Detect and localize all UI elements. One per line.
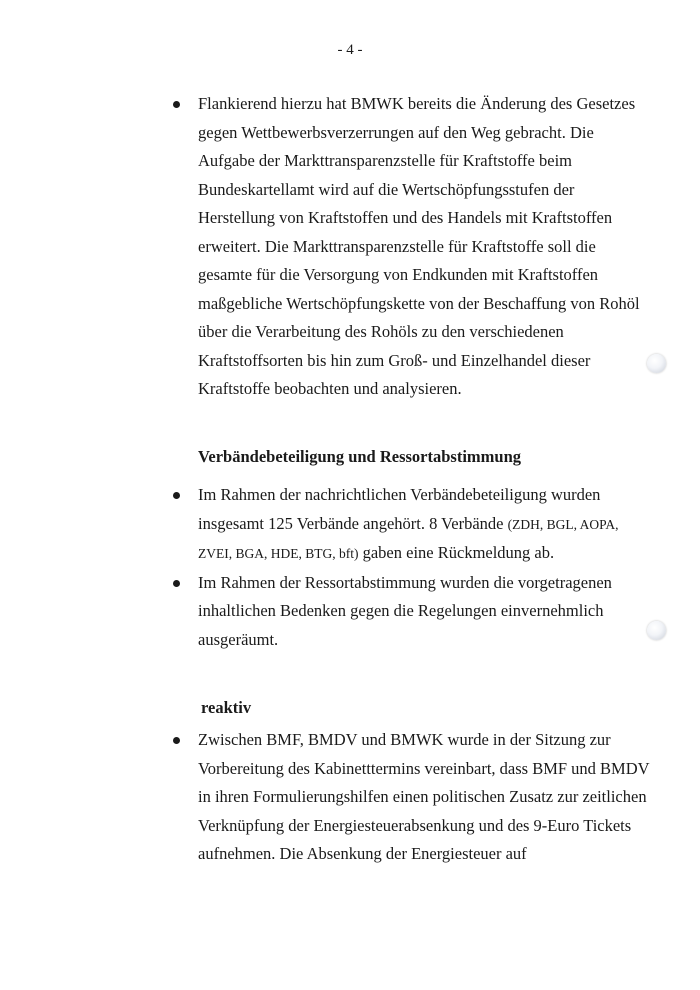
punch-hole-icon [647, 621, 666, 640]
list-item [170, 90, 650, 404]
section-consultation [170, 481, 650, 654]
bullet-text: Im Rahmen der nachrichtlichen Verbändebeteiligung wurden insgesamt 125 Verbände angehört. 8 Verbände [198, 485, 601, 533]
punch-hole-icon [647, 354, 666, 373]
bullet-text: Flankierend hierzu hat BMWK bereits die Änderung des Gesetzes gegen Wettbewerbsverzerrungen auf den Weg gebracht. Die Aufgabe der Markttransparenzstelle für Kraftstoffe beim Bundeskartellamt wird auf die Wertschöpfungsstufen der Herstellung von Kraftstoffen und des Handels mit Kraftstoffen erweitert. Die Markttransparenzstelle für Kraftstoffe soll die gesamte für die Versorgung von Endkunden mit Kraftstoffen maßgebliche Wertschöpfungskette von der Beschaffung von Rohöl über die Verarbeitung des Rohöls zu den verschiedenen Kraftstoffsorten bis hin zum Groß- und Einzelhandel dieser Kraftstoffe beobachten und analysieren. [198, 94, 640, 398]
bullet-icon [173, 580, 180, 587]
section-heading-consultation: Verbändebeteiligung und Ressortabstimmung [198, 447, 522, 466]
section-market-transparency [170, 90, 650, 404]
bullet-text-end: gaben eine Rückmeldung ab. [358, 543, 555, 562]
list-item [170, 726, 650, 869]
bullet-icon [173, 737, 180, 744]
page-number: - 4 - [337, 42, 363, 58]
section-heading-reactive: reaktiv [201, 698, 252, 717]
bullet-icon [173, 101, 180, 108]
bullet-text: Im Rahmen der Ressortabstimmung wurden die vorgetragenen inhaltlichen Bedenken gegen die Regelungen einvernehmlich ausgeräumt. [198, 572, 612, 649]
list-item [170, 569, 650, 655]
bullet-icon [173, 492, 180, 499]
association-list: (ZDH, BGL, AOPA, ZVEI, BGA, HDE, BTG, bft) [198, 516, 619, 561]
bullet-text: Zwischen BMF, BMDV und BMWK wurde in der Sitzung zur Vorbereitung des Kabinetttermins vereinbart, dass BMF und BMDV in ihren Formulierungshilfen einen politischen Zusatz zur zeitlichen Verknüpfung der Energiesteuerabsenkung und des 9-Euro Tickets aufnehmen. Die Absenkung der Energiesteuer auf [198, 730, 650, 863]
section-reactive [170, 726, 650, 869]
list-item [170, 481, 650, 569]
